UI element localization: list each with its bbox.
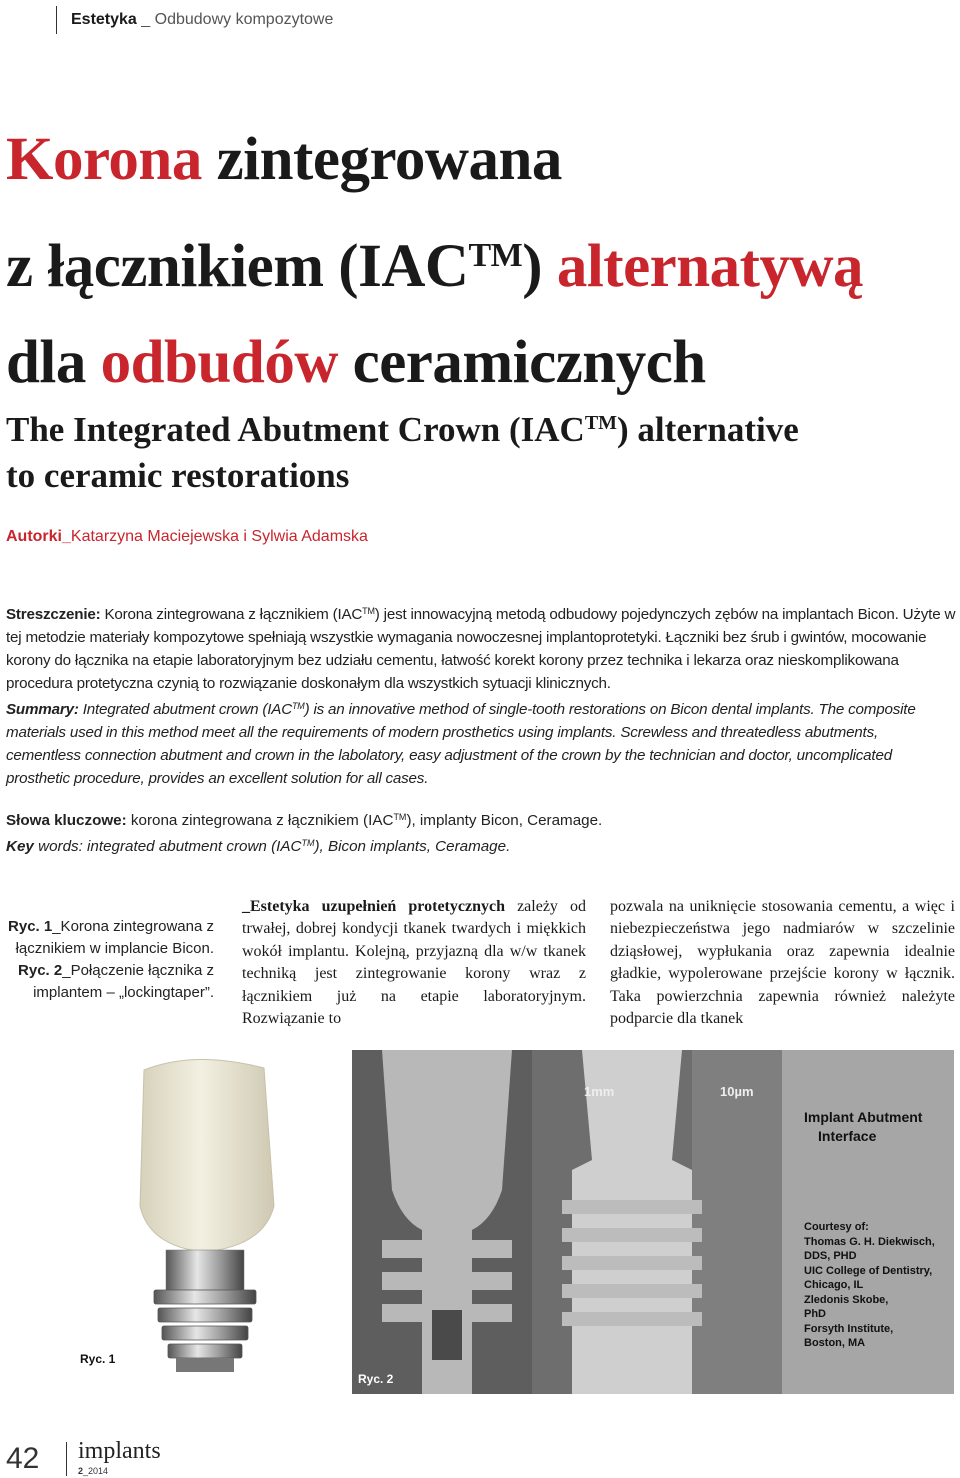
figure-2-micrograph <box>352 1050 954 1394</box>
running-header <box>56 6 333 34</box>
caption-text: _Połączenie łącznika z implantem – „lockingtaper”. <box>33 962 214 1001</box>
scale-bar-1mm: 1mm <box>584 1084 615 1099</box>
caption-label: Ryc. 2 <box>18 962 63 979</box>
journal-name: implants <box>78 1438 161 1464</box>
subtitle-text: ) alternative <box>617 410 799 449</box>
keywords-text: korona zintegrowana z łącznikiem (IAC <box>126 812 394 829</box>
keywords-en <box>6 832 602 858</box>
caption-label: Ryc. 1 <box>8 918 53 935</box>
keywords-pl <box>6 806 602 832</box>
courtesy-line: Forsyth Institute, <box>804 1322 894 1335</box>
courtesy-line: Boston, MA <box>804 1337 866 1349</box>
abstract-text: Korona zintegrowana z łącznikiem (IAC <box>100 606 363 623</box>
abstract-text: Integrated abutment crown (IAC <box>78 701 292 718</box>
title-word: dla <box>6 329 101 396</box>
trademark-sup: TM <box>291 701 305 711</box>
abstract-pl-label: Streszczenie: <box>6 606 101 623</box>
issue-year: 2014 <box>88 1466 109 1476</box>
title-word: ) <box>522 233 557 300</box>
article-title-pl <box>6 112 863 411</box>
footer-divider <box>66 1442 67 1476</box>
courtesy-line: Zledonis Skobe, <box>804 1293 889 1306</box>
keywords-text: ), Bicon implants, Ceramage. <box>314 838 511 855</box>
figure-1-crown-implant <box>74 1046 314 1376</box>
authors-line <box>6 528 368 546</box>
subtitle-text: The Integrated Abutment Crown (IAC <box>6 410 585 449</box>
header-subsection: Odbudowy kompozytowe <box>154 11 334 28</box>
figure-2-label: Ryc. 2 <box>358 1372 394 1386</box>
trademark-sup: TM <box>393 812 407 822</box>
body-column-1 <box>242 896 586 1030</box>
title-word: z łącznikiem (IAC <box>6 233 469 300</box>
authors-names: Katarzyna Maciejewska i Sylwia Adamska <box>70 528 368 545</box>
courtesy-line: UIC College of Dentistry, <box>804 1264 933 1277</box>
subtitle-text: to ceramic restorations <box>6 456 350 495</box>
courtesy-line: DDS, PHD <box>804 1250 857 1262</box>
article-title-en <box>6 400 799 499</box>
keywords-text: words: integrated abutment crown (IAC <box>33 838 302 855</box>
keywords-text: ), implanty Bicon, Ceramage. <box>406 812 603 829</box>
micrograph-title <box>804 1108 922 1146</box>
caption-ryc-2 <box>6 960 214 1004</box>
courtesy-line: Chicago, IL <box>804 1279 864 1291</box>
scale-bar-10um: 10µm <box>720 1084 754 1099</box>
abstract-en <box>6 695 956 790</box>
courtesy-line: Courtesy of: <box>804 1221 869 1233</box>
courtesy-line: Thomas G. H. Diekwisch, <box>804 1235 935 1248</box>
trademark-sup: TM <box>362 606 375 616</box>
keywords <box>6 806 602 858</box>
abstract-text: ) jest innowacyjną metodą odbudowy pojedynczych zębów na implantach Bicon. Użyte w tej metodzie materiały kompozytowe spełniają wszystkie wymagania nowoczesnej implantoprotetyki. Łączniki bez śrub i gwintów, mocowanie korony do łącznika na etapie laboratoryjnym bez udziału cementu, łatwość korekt korony przez technika i lekarza oraz nieskomplikowana procedura protetyczna czynią to rozwiązanie doskonałym dla wszystkich sytuacji klinicznych. <box>6 606 956 692</box>
keywords-pl-label: Słowa kluczowe: <box>6 812 127 829</box>
body-text: zależy od trwałej, dobrej kondycji tkanek twardych i miękkich wokół implantu. Kolejną, przyjazną dla w/w tkanek techniką jest zintegrowanie korony wraz z łącznikiem już na etapie laboratoryjnym. Rozwiązanie to <box>242 898 586 1028</box>
keywords-en-label: Key <box>6 838 34 855</box>
body-lead: _Estetyka uzupełnień protetycznych <box>242 898 505 915</box>
header-separator: _ <box>136 11 155 28</box>
caption-ryc-1 <box>6 916 214 960</box>
page-number: 42 <box>6 1442 40 1475</box>
courtesy-line: PhD <box>804 1308 826 1320</box>
issue-num: 2 <box>78 1466 84 1476</box>
title-word-alternatywa: alternatywą <box>556 233 864 300</box>
micrograph-courtesy <box>804 1220 935 1351</box>
title-word-odbudow: odbudów <box>100 329 338 396</box>
abstract <box>6 600 956 790</box>
issue-number <box>78 1466 108 1476</box>
figure-1-label: Ryc. 1 <box>80 1352 116 1366</box>
micrograph-title-line: Implant Abutment <box>804 1109 923 1125</box>
header-section: Estetyka <box>71 11 137 28</box>
trademark-sup: TM <box>468 237 523 274</box>
title-word: zintegrowana <box>201 126 562 193</box>
figure-captions <box>6 916 214 1004</box>
title-word-korona: Korona <box>6 126 202 193</box>
page-footer <box>6 1438 306 1478</box>
issue-sep: _ <box>83 1466 89 1476</box>
caption-text: _Korona zintegrowana z łącznikiem w implancie Bicon. <box>15 918 214 957</box>
crown-implant-illustration <box>74 1046 314 1376</box>
abstract-text: ) is an innovative method of single-tooth restorations on Bicon dental implants. The composite materials used in this method meet all the requirements of modern prosthetics using implants. Screwless and threatedless abutments, cementless connection abutment and crown in the labolatory, easy adjustment of the crown by the technician and doctor, uncomplicated prosthetic procedure, provides an excellent solution for all cases. <box>6 701 916 787</box>
body-column-2 <box>610 896 955 1030</box>
authors-label: Autorki_ <box>6 528 71 545</box>
trademark-sup: TM <box>584 412 618 434</box>
abstract-pl <box>6 600 956 695</box>
body-text: pozwala na uniknięcie stosowania cementu, a więc i niebezpieczeństwa jego nadmiarów w szczelinie dziąsłowej, wypłukania oraz zapewnia idealnie gładkie, wypolerowane przejście korony w łącznik. Taka powierzchnia zapewnia również należyte podparcie dla tkanek <box>610 898 955 1028</box>
trademark-sup: TM <box>301 838 315 848</box>
micrograph-title-line: Interface <box>818 1128 877 1144</box>
abstract-en-label: Summary: <box>6 701 79 718</box>
title-word: ceramicznych <box>337 329 706 396</box>
